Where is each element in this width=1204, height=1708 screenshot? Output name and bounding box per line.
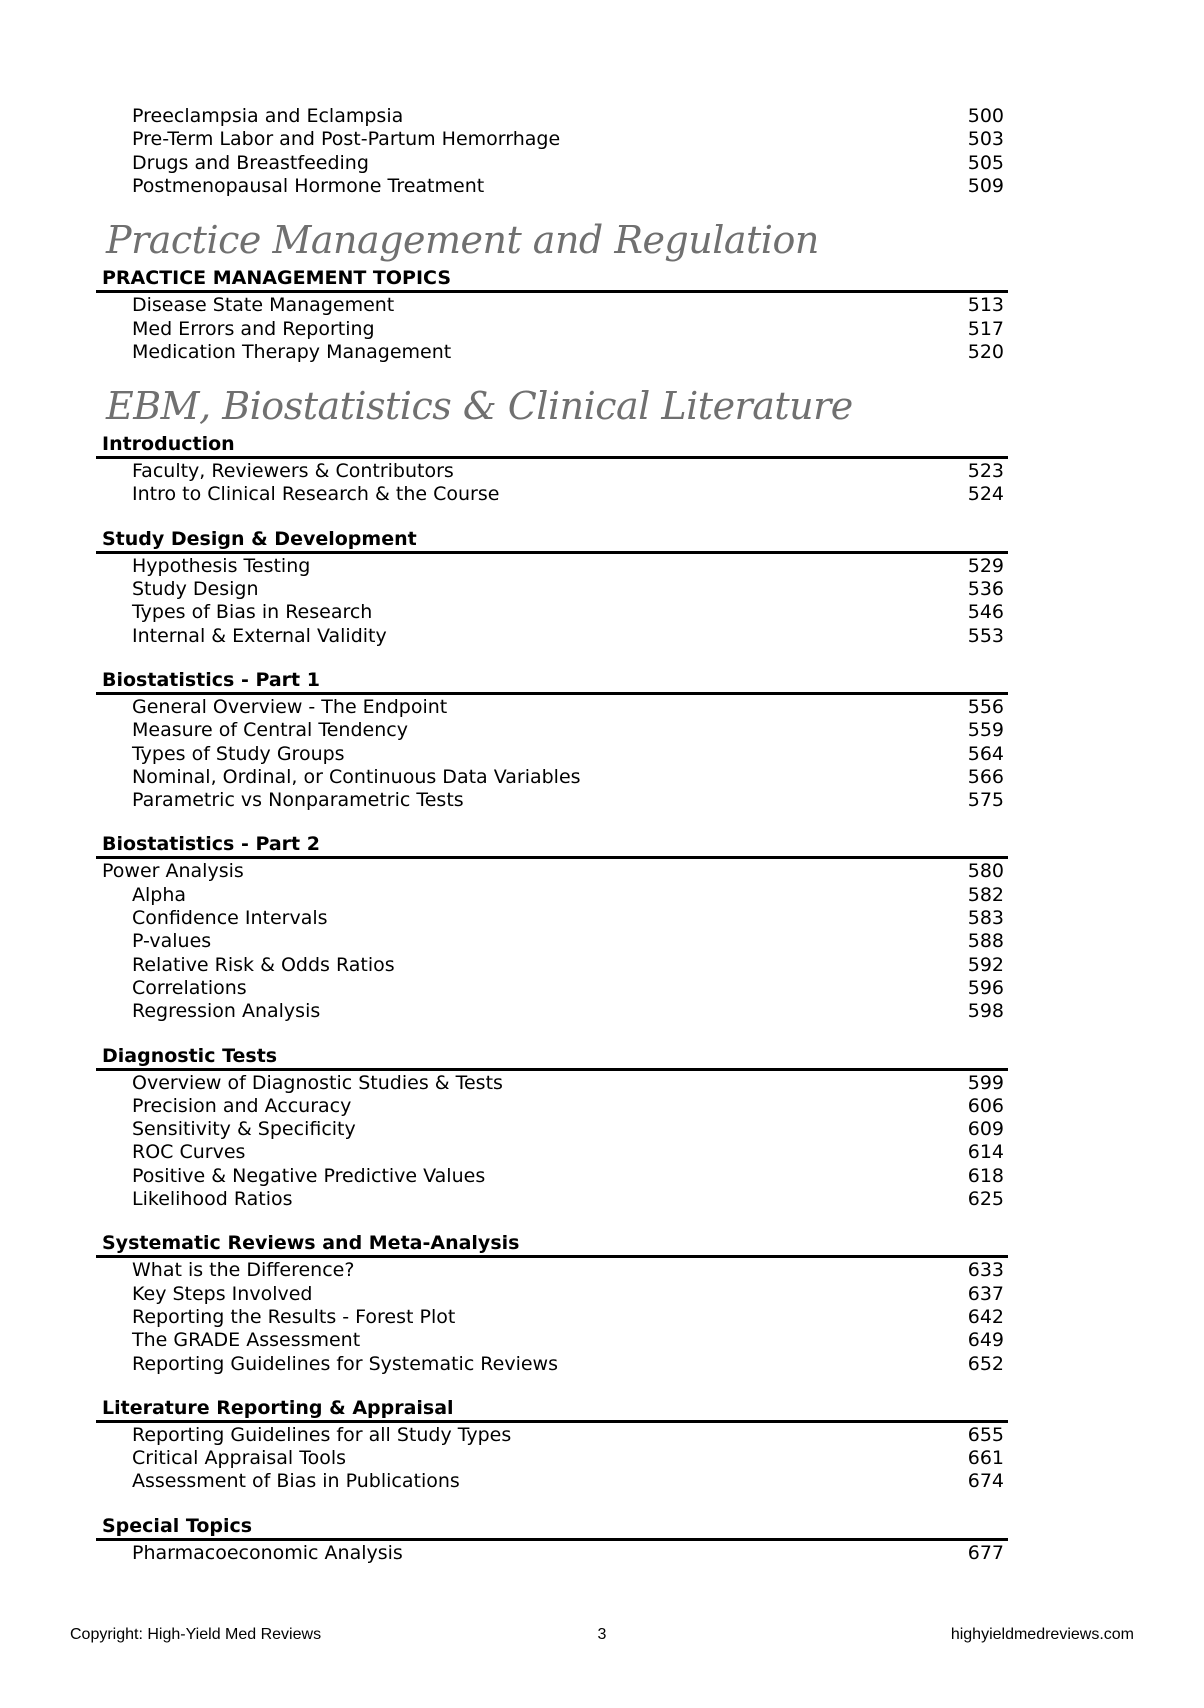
heading-rule (96, 856, 1008, 859)
toc-entry (132, 884, 1004, 907)
toc-entry-page: 677 (967, 1541, 1004, 1564)
toc-entry-page: 649 (967, 1329, 1004, 1352)
toc-entry-title: The GRADE Assessment (132, 1329, 361, 1352)
toc-entry-page: 637 (967, 1282, 1004, 1305)
toc-entry-title: Postmenopausal Hormone Treatment (132, 174, 485, 197)
toc-entry (132, 789, 1004, 812)
toc-entry-title: Confidence Intervals (132, 907, 328, 929)
toc-entry (132, 1283, 1004, 1306)
toc-entry-title: Regression Analysis (132, 1000, 321, 1023)
toc-entry-title: Relative Risk & Odds Ratios (132, 953, 395, 976)
toc-entry-title: Internal & External Validity (132, 624, 387, 647)
section-title: EBM, Biostatistics & Clinical Literature (106, 384, 853, 429)
toc-entry-title: Preeclampsia and Eclampsia (132, 105, 404, 127)
toc-entry-page: 583 (967, 907, 1004, 929)
group-heading: Introduction (102, 433, 235, 456)
toc-entry-page: 599 (967, 1071, 1004, 1094)
toc-entry-title: What is the Difference? (132, 1259, 355, 1282)
toc-entry (132, 719, 1004, 742)
toc-entry-title: Parametric vs Nonparametric Tests (132, 789, 464, 812)
group-heading: Diagnostic Tests (102, 1044, 278, 1067)
section-title: Practice Management and Regulation (106, 218, 819, 263)
toc-entry-title: Nominal, Ordinal, or Continuous Data Variables (132, 765, 581, 788)
toc-entry (132, 954, 1004, 977)
toc-entry-title: Key Steps Involved (132, 1282, 313, 1305)
toc-entry-title: Med Errors and Reporting (132, 317, 375, 340)
group-heading: Literature Reporting & Appraisal (102, 1396, 454, 1419)
toc-entry-title: Pharmacoeconomic Analysis (132, 1541, 403, 1564)
toc-entry-page: 580 (967, 860, 1004, 883)
toc-entry-page: 652 (967, 1352, 1004, 1375)
toc-entry (132, 601, 1004, 624)
toc-entry-title: Critical Appraisal Tools (132, 1447, 347, 1470)
toc-entry-page: 598 (967, 1000, 1004, 1023)
toc-entry (132, 341, 1004, 364)
toc-entry (132, 1259, 1004, 1282)
toc-entry (132, 105, 1004, 128)
toc-entry (132, 555, 1004, 578)
toc-entry (132, 318, 1004, 341)
toc-entry-page: 674 (967, 1470, 1004, 1493)
toc-entry-title: Likelihood Ratios (132, 1188, 293, 1210)
toc-entry (132, 743, 1004, 766)
toc-entry-title: Reporting Guidelines for Systematic Reviews (132, 1352, 558, 1375)
toc-entry-title: Faculty, Reviewers & Contributors (132, 460, 454, 483)
group-heading: PRACTICE MANAGEMENT TOPICS (102, 267, 452, 290)
toc-entry-title: Positive & Negative Predictive Values (132, 1164, 486, 1187)
toc-entry-page: 564 (967, 742, 1004, 765)
toc-entry (132, 1447, 1004, 1470)
toc-entry-title: Pre-Term Labor and Post-Partum Hemorrhage (132, 128, 561, 151)
footer-copyright: Copyright: High-Yield Med Reviews (70, 1626, 322, 1643)
toc-entry (132, 175, 1004, 198)
toc-entry-title: Alpha (132, 883, 187, 906)
toc-entry (132, 1165, 1004, 1188)
group-heading: Study Design & Development (102, 527, 417, 550)
group-heading: Biostatistics - Part 1 (102, 668, 320, 691)
toc-entry-title: Types of Bias in Research (132, 601, 373, 624)
toc-entry-page: 503 (967, 128, 1004, 151)
toc-entry-page: 575 (967, 789, 1004, 812)
toc-entry-page: 556 (967, 695, 1004, 718)
toc-entry (132, 1424, 1004, 1447)
toc-entry-title: Study Design (132, 578, 259, 600)
group-heading: Biostatistics - Part 2 (102, 833, 320, 856)
toc-entry-page: 513 (967, 294, 1004, 317)
toc-entry-page: 614 (967, 1141, 1004, 1164)
toc-entry-page: 520 (967, 340, 1004, 363)
toc-entry-page: 559 (967, 719, 1004, 742)
toc-entry (132, 1329, 1004, 1352)
toc-entry (132, 1353, 1004, 1376)
toc-entry (132, 1118, 1004, 1141)
heading-rule (96, 1538, 1008, 1541)
toc-entry-title: ROC Curves (132, 1141, 246, 1164)
toc-entry-page: 661 (967, 1447, 1004, 1470)
toc-entry-title: Assessment of Bias in Publications (132, 1470, 460, 1493)
toc-entry-page: 596 (967, 976, 1004, 999)
toc-entry-page: 517 (967, 317, 1004, 340)
toc-entry-page: 523 (967, 460, 1004, 483)
toc-entry-title: Drugs and Breastfeeding (132, 151, 369, 174)
toc-entry-page: 553 (967, 624, 1004, 647)
toc-entry (132, 1095, 1004, 1118)
toc-entry-title: Intro to Clinical Research & the Course (132, 483, 500, 506)
toc-entry-page: 509 (967, 174, 1004, 197)
toc-entry-title: Sensitivity & Specificity (132, 1118, 356, 1141)
toc-entry-title: Medication Therapy Management (132, 340, 452, 363)
toc-entry-page: 625 (967, 1188, 1004, 1210)
toc-entry (132, 907, 1004, 930)
toc-entry (132, 1141, 1004, 1164)
toc-entry (132, 152, 1004, 175)
toc-entry-title: Precision and Accuracy (132, 1094, 352, 1117)
toc-entry (102, 860, 1004, 883)
toc-entry-page: 633 (967, 1259, 1004, 1282)
heading-rule (96, 290, 1008, 293)
toc-entry (132, 128, 1004, 151)
group-heading: Special Topics (102, 1514, 253, 1537)
toc-entry (132, 1072, 1004, 1095)
footer-website: highyieldmedreviews.com (950, 1626, 1134, 1643)
toc-entry-page: 546 (967, 601, 1004, 624)
toc-entry (132, 294, 1004, 317)
toc-entry (132, 766, 1004, 789)
toc-entry-title: Hypothesis Testing (132, 554, 311, 577)
toc-entry (132, 977, 1004, 1000)
heading-rule (96, 692, 1008, 695)
toc-entry-page: 642 (967, 1305, 1004, 1328)
toc-entry-page: 505 (967, 151, 1004, 174)
toc-entry-title: Correlations (132, 976, 247, 999)
toc-entry-page: 536 (967, 578, 1004, 600)
group-heading: Systematic Reviews and Meta-Analysis (102, 1232, 520, 1255)
footer-page-number: 3 (597, 1626, 607, 1643)
toc-entry-page: 655 (967, 1423, 1004, 1446)
toc-entry (132, 1470, 1004, 1493)
toc-entry-page: 609 (967, 1118, 1004, 1141)
toc-entry (132, 460, 1004, 483)
toc-entry-title: Measure of Central Tendency (132, 719, 408, 742)
heading-rule (96, 1255, 1008, 1258)
toc-entry-page: 582 (967, 883, 1004, 906)
toc-entry (132, 1188, 1004, 1211)
toc-entry (132, 625, 1004, 648)
toc-entry-title: Reporting the Results - Forest Plot (132, 1305, 456, 1328)
heading-rule (96, 1068, 1008, 1071)
toc-entry (132, 930, 1004, 953)
toc-entry-page: 588 (967, 930, 1004, 953)
heading-rule (96, 551, 1008, 554)
toc-entry (132, 696, 1004, 719)
toc-entry-page: 618 (967, 1164, 1004, 1187)
toc-entry-page: 500 (967, 105, 1004, 127)
toc-entry (132, 483, 1004, 506)
toc-entry-title: P-values (132, 930, 212, 953)
toc-entry-page: 592 (967, 953, 1004, 976)
toc-entry-title: Reporting Guidelines for all Study Types (132, 1423, 512, 1446)
toc-entry (132, 1000, 1004, 1023)
toc-entry-title: Power Analysis (102, 860, 244, 883)
toc-entry (132, 1542, 1004, 1565)
toc-entry-page: 566 (967, 765, 1004, 788)
toc-entry-title: Overview of Diagnostic Studies & Tests (132, 1071, 503, 1094)
toc-entry (132, 578, 1004, 601)
toc-entry-title: General Overview - The Endpoint (132, 695, 448, 718)
toc-entry-title: Types of Study Groups (132, 742, 345, 765)
toc-entry-page: 606 (967, 1094, 1004, 1117)
toc-entry-page: 529 (967, 554, 1004, 577)
toc-entry (132, 1306, 1004, 1329)
toc-entry-title: Disease State Management (132, 294, 395, 317)
heading-rule (96, 1420, 1008, 1423)
toc-entry-page: 524 (967, 483, 1004, 506)
heading-rule (96, 456, 1008, 459)
